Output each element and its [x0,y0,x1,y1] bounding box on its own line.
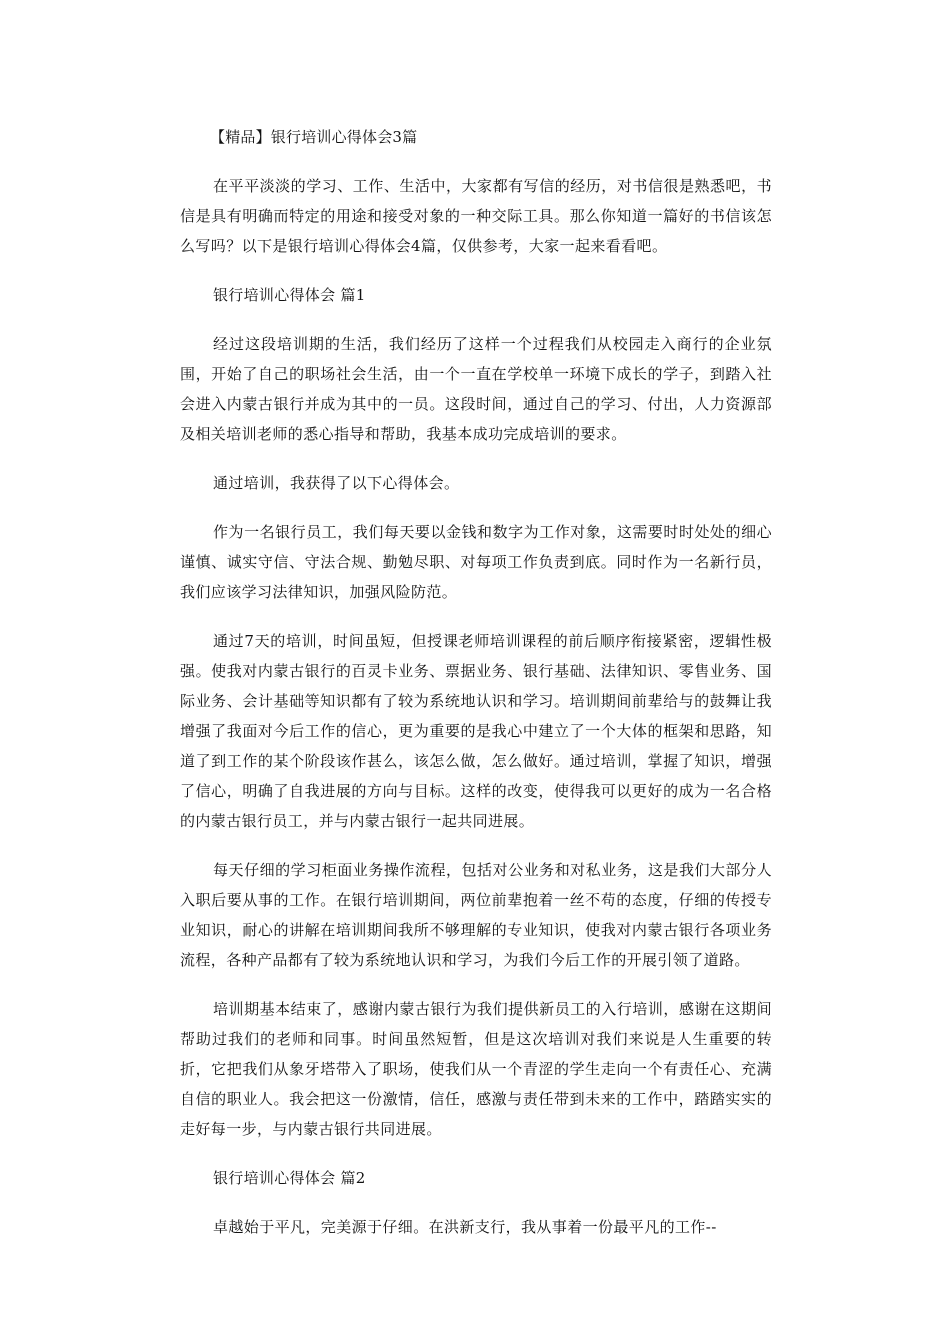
section-1-paragraph-2: 通过培训，我获得了以下心得体会。 [213,474,460,492]
intro-paragraph: 在平平淡淡的学习、工作、生活中，大家都有写信的经历，对书信很是熟悉吧，书信是具有明确而特定的用途和接受对象的一种交际工具。那么你知道一篇好的书信该怎么写吗？以下是银行培训心得体会4篇，仅供参考，大家一起来看看吧。 [180,177,772,255]
spacer [180,310,772,329]
section-1-heading: 银行培训心得体会 篇1 [213,286,366,304]
spacer [180,449,772,468]
section-1-paragraph-5: 每天仔细的学习柜面业务操作流程，包括对公业务和对私业务，这是我们大部分人入职后要从事的工作。在银行培训期间，两位前辈抱着一丝不苟的态度，仔细的传授专业知识，耐心的讲解在培训期间我所不够理解的专业知识，使我对内蒙古银行各项业务流程，各种产品都有了较为系统地认识和学习，为我们今后工作的开展引领了道路。 [180,861,772,969]
section-1-paragraph-6: 培训期基本结束了，感谢内蒙古银行为我们提供新员工的入行培训，感谢在这期间帮助过我们的老师和同事。时间虽然短暂，但是这次培训对我们来说是人生重要的转折，它把我们从象牙塔带入了职场，使我们从一个青涩的学生走向一个有责任心、充满自信的职业人。我会把这一份激情，信任，感激与责任带到未来的工作中，踏踏实实的走好每一步，与内蒙古银行共同进展。 [180,1000,772,1138]
document-page [180,122,772,1242]
spacer [180,607,772,626]
section-2-paragraph-1: 卓越始于平凡，完美源于仔细。在洪新支行，我从事着一份最平凡的工作-- [213,1218,717,1236]
spacer [180,1144,772,1163]
spacer [180,836,772,855]
spacer [180,152,772,171]
spacer [180,1193,772,1212]
spacer [180,261,772,280]
spacer [180,498,772,517]
section-1-paragraph-4: 通过7天的培训，时间虽短，但授课老师培训课程的前后顺序衔接紧密，逻辑性极强。使我对内蒙古银行的百灵卡业务、票据业务、银行基础、法律知识、零售业务、国际业务、会计基础等知识都有了较为系统地认识和学习。培训期间前辈给与的鼓舞让我增强了我面对今后工作的信心，更为重要的是我心中建立了一个大体的框架和思路，知道了到工作的某个阶段该作甚么，该怎么做，怎么做好。通过培训，掌握了知识，增强了信心，明确了自我进展的方向与目标。这样的改变，使得我可以更好的成为一名合格的内蒙古银行员工，并与内蒙古银行一起共同进展。 [180,632,772,830]
section-1-paragraph-1: 经过这段培训期的生活，我们经历了这样一个过程我们从校园走入商行的企业氛围，开始了自己的职场社会生活，由一个一直在学校单一环境下成长的学子，到踏入社会进入内蒙古银行并成为其中的一员。这段时间，通过自己的学习、付出，人力资源部及相关培训老师的悉心指导和帮助，我基本成功完成培训的要求。 [180,335,772,443]
spacer [180,975,772,994]
document-title: 【精品】银行培训心得体会3篇 [210,128,418,146]
section-1-paragraph-3: 作为一名银行员工，我们每天要以金钱和数字为工作对象，这需要时时处处的细心谨慎、诚实守信、守法合规、勤勉尽职、对每项工作负责到底。同时作为一名新行员，我们应该学习法律知识，加强风险防范。 [180,523,772,601]
section-2-heading: 银行培训心得体会 篇2 [213,1169,366,1187]
